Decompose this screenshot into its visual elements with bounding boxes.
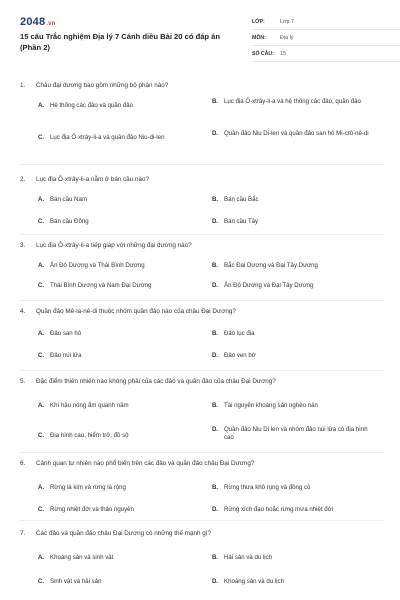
worksheet-meta (252, 14, 400, 62)
option-text: Đảo núi lửa (50, 352, 82, 359)
question-text (20, 378, 384, 386)
option-d[interactable] (212, 426, 372, 443)
question-number: 2. (20, 176, 26, 183)
option-text: Đảo ven bờ (224, 352, 256, 359)
option-letter: D. (212, 426, 219, 433)
meta-row-count (252, 46, 400, 62)
question-item (20, 242, 384, 289)
option-letter: D. (212, 130, 219, 137)
option-letter: A. (38, 484, 45, 491)
option-letter: A. (38, 330, 45, 337)
option-letter: A. (38, 402, 45, 409)
question-stem: Đặc điểm thiên nhiên nào không phải của các đảo và quần đảo của châu Đại Dương? (36, 378, 276, 385)
option-letter: A. (38, 262, 45, 269)
question-number: 3. (20, 242, 26, 249)
option-text: Rừng xích đạo hoặc rừng mưa nhiệt đới (224, 506, 334, 513)
option-c[interactable] (38, 352, 198, 360)
option-letter: B. (212, 484, 219, 491)
option-text: Địa hình cao, hiểm trở, đồ sộ (50, 432, 129, 439)
question-divider (20, 370, 384, 371)
option-text: Đảo lục địa (224, 330, 255, 337)
question-stem: Lục địa Ô-xtrây-li-a tiếp giáp với những đại dương nào? (36, 242, 192, 249)
option-text: Khoáng sản và sinh vật (50, 554, 114, 561)
option-text: Hải sản và du lịch (224, 554, 273, 561)
option-c[interactable] (38, 432, 198, 440)
question-stem: Các đảo và quần đảo châu Đại Dương có những thế mạnh gì? (36, 530, 211, 537)
question-stem: Lục địa Ô-xtrây-li-a nằm ở bán cầu nào? (36, 176, 149, 183)
option-text: Ấn Độ Dương và Đại Tây Dương (224, 282, 314, 289)
question-number: 5. (20, 378, 26, 385)
option-text: Lục địa Ô-xtrây-li-a và quần đảo Niu-di-len (50, 134, 165, 141)
option-letter: D. (212, 218, 219, 225)
option-letter: A. (38, 554, 45, 561)
option-letter: B. (212, 554, 219, 561)
option-b[interactable] (212, 554, 372, 562)
option-text: Thái Bình Dương và Nam Đại Dương (50, 282, 152, 289)
option-d[interactable] (212, 506, 394, 514)
question-divider (20, 300, 384, 301)
question-stem: Châu đại dương bao gồm những bộ phận nào? (36, 82, 169, 89)
option-text: Bán cầu Nam (50, 196, 87, 203)
option-c[interactable] (38, 578, 198, 586)
question-item (20, 308, 384, 359)
option-b[interactable] (212, 330, 372, 338)
question-text (20, 530, 384, 538)
option-text: Lục địa Ô-xtrây-li-a và hệ thống các đảo, quần đảo (224, 98, 361, 105)
question-number: 4. (20, 308, 26, 315)
option-text: Khoáng sản và du lịch (224, 578, 284, 585)
option-letter: C. (38, 134, 45, 141)
option-letter: D. (212, 578, 219, 585)
option-c[interactable] (38, 506, 198, 514)
option-letter: D. (212, 352, 219, 359)
option-text: Tài nguyên khoáng sản nghèo nàn (224, 402, 318, 409)
option-text: Bán cầu Bắc (224, 196, 259, 203)
option-d[interactable] (212, 218, 372, 226)
option-letter: C. (38, 432, 45, 439)
logo-suffix: .vn (46, 21, 56, 27)
option-text: Hệ thống các đảo và quần đảo (50, 102, 134, 109)
option-letter: D. (212, 282, 219, 289)
option-letter: B. (212, 330, 219, 337)
option-text: Bán cầu Tây (224, 218, 259, 225)
option-a[interactable] (38, 554, 198, 562)
option-b[interactable] (212, 262, 372, 270)
option-letter: C. (38, 352, 45, 359)
meta-row-class (252, 14, 400, 30)
question-text (20, 82, 384, 90)
option-letter: B. (212, 196, 219, 203)
option-b[interactable] (212, 98, 372, 106)
option-letter: A. (38, 102, 45, 109)
question-item (20, 460, 384, 513)
option-c[interactable] (38, 282, 198, 290)
question-text (20, 176, 384, 184)
option-c[interactable] (38, 218, 198, 226)
option-letter: B. (212, 98, 219, 105)
option-text: Sinh vật và hải sản (50, 578, 102, 585)
option-text: Rừng lá kim và rừng lá rộng (50, 484, 126, 491)
question-divider (20, 164, 384, 165)
option-a[interactable] (38, 196, 198, 204)
question-number: 1. (20, 82, 26, 89)
option-text: Bán cầu Đông (50, 218, 89, 225)
question-text (20, 308, 384, 316)
option-d[interactable] (212, 578, 372, 586)
question-text (20, 242, 384, 250)
option-letter: B. (212, 262, 219, 269)
option-a[interactable] (38, 402, 198, 410)
option-a[interactable] (38, 262, 198, 270)
question-item (20, 176, 384, 225)
option-text: Quần đảo Niu Di-len và quần đảo san hô Mi-crô-nê-di (224, 130, 369, 137)
option-letter: C. (38, 578, 45, 585)
meta-value: Địa lý (280, 34, 294, 41)
option-letter: B. (212, 402, 219, 409)
question-stem: Cảnh quan tự nhiên nào phổ biến trên các đảo và quần đảo châu Đại Dương? (36, 460, 255, 467)
question-number: 7. (20, 530, 26, 537)
question-stem: Quần đảo Mê-la-nê-di thuộc nhóm quần đảo nào của châu Đại Dương? (36, 308, 236, 315)
option-letter: C. (38, 282, 45, 289)
question-item (20, 378, 384, 442)
question-text (20, 460, 384, 468)
option-letter: C. (38, 218, 45, 225)
option-text: Rừng thưa khô rụng và đồng cỏ (224, 484, 311, 491)
option-text: Đảo san hô (50, 330, 82, 337)
question-divider (20, 234, 384, 235)
option-text: Khí hậu nóng ẩm quanh năm (50, 402, 129, 409)
question-divider (20, 452, 384, 453)
option-b[interactable] (212, 196, 372, 204)
option-a[interactable] (38, 102, 198, 110)
meta-row-subject (252, 30, 400, 46)
option-b[interactable] (212, 484, 372, 492)
option-b[interactable] (212, 402, 372, 410)
meta-label: LỚP: (252, 18, 265, 25)
meta-label: MÔN: (252, 34, 266, 41)
worksheet-title: 15 câu Trắc nghiệm Địa lý 7 Cánh diều Bài 20 có đáp án (Phần 2) (20, 32, 221, 52)
option-a[interactable] (38, 330, 198, 338)
question-item (20, 82, 384, 141)
option-letter: A. (38, 196, 45, 203)
meta-label: SỐ CÂU: (252, 50, 274, 57)
question-number: 6. (20, 460, 26, 467)
option-text: Ấn Độ Dương và Thái Bình Dương (50, 262, 145, 269)
question-item (20, 530, 384, 585)
option-letter: D. (212, 506, 219, 513)
site-logo[interactable] (20, 16, 56, 28)
logo-text: 2048 (20, 16, 46, 28)
option-d[interactable] (212, 352, 372, 360)
meta-value: Lớp 7 (280, 18, 295, 25)
option-c[interactable] (38, 134, 210, 142)
meta-value: 15 (280, 50, 286, 57)
option-d[interactable] (212, 130, 372, 138)
option-text: Rừng nhiệt đới và thảo nguyên (50, 506, 134, 513)
option-text: Bắc Đại Dương và Đại Tây Dương (224, 262, 318, 269)
option-letter: C. (38, 506, 45, 513)
option-text: Quần đảo Niu Di len và nhóm đảo núi lửa có địa hình cao (224, 426, 368, 442)
option-a[interactable] (38, 484, 198, 492)
worksheet-header (20, 14, 384, 76)
question-divider (20, 520, 384, 521)
option-d[interactable] (212, 282, 372, 290)
